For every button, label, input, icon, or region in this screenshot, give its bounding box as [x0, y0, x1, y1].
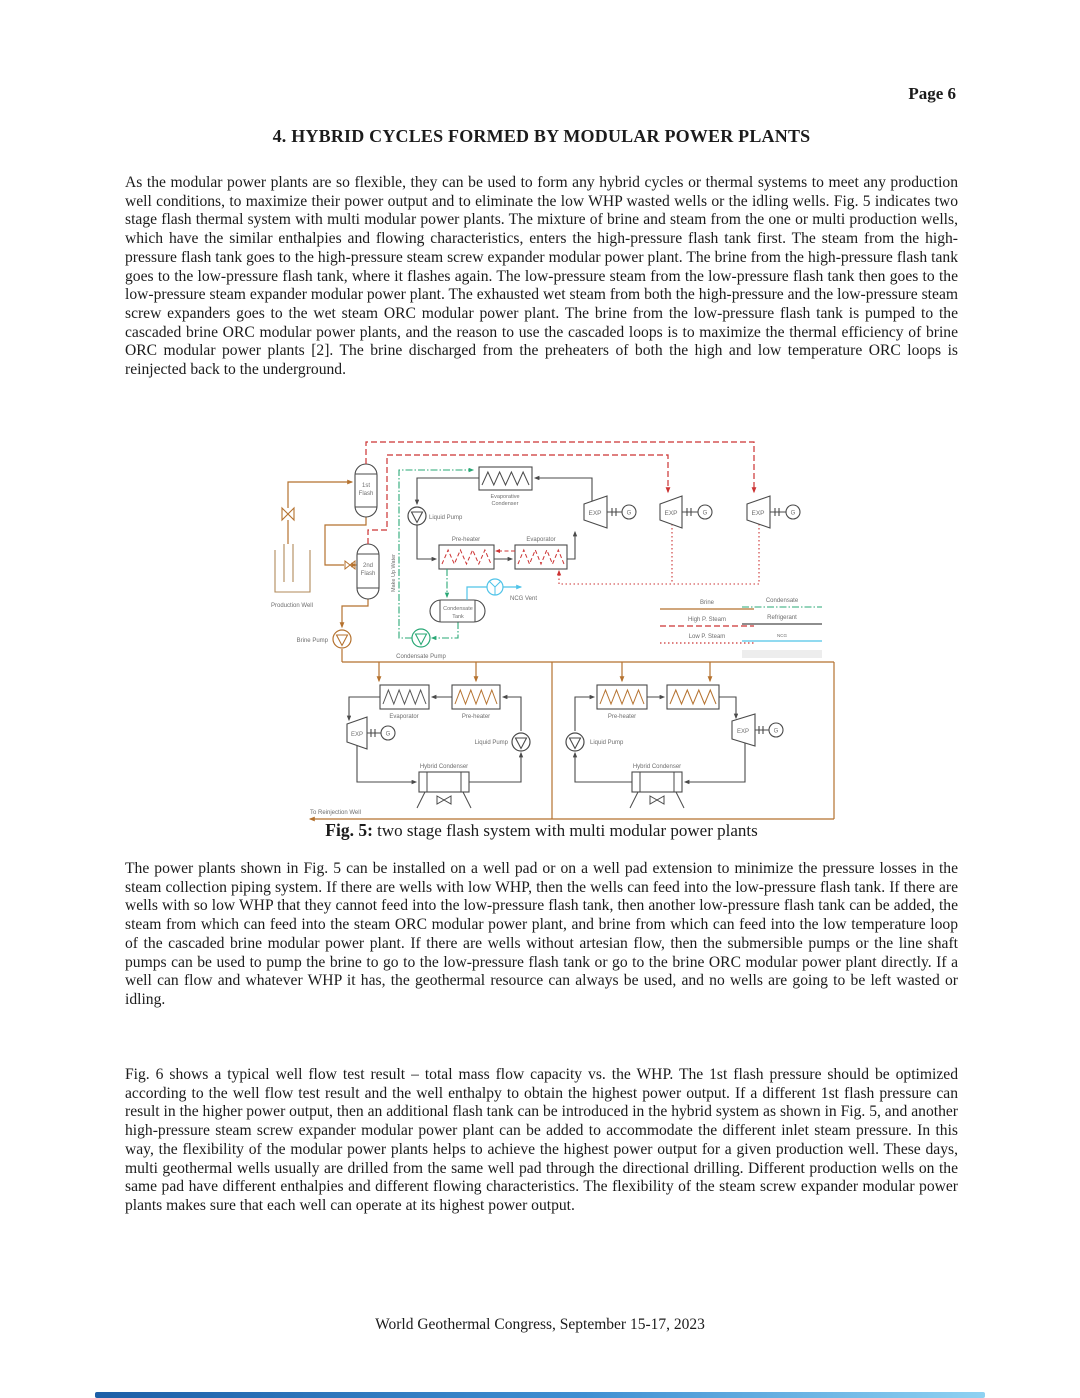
orc-expander-right: [732, 714, 783, 746]
svg-text:EXP: EXP: [751, 510, 765, 517]
svg-text:1st: 1st: [361, 483, 371, 489]
hybrid-condenser-right: [630, 764, 684, 808]
liquid-pump-lower-left: [512, 733, 530, 751]
evaporative-condenser: [479, 467, 532, 507]
ncg-vent: [467, 579, 537, 602]
orc-expander-left: [347, 717, 395, 749]
section-title: 4. HYBRID CYCLES FORMED BY MODULAR POWER PLANTS: [272, 126, 811, 146]
paragraph-1: As the modular power plants are so flexible, they can be used to form any hybrid cycles or thermal systems to meet any production well conditions, to maximize their power output and to eliminate the low WHP wasted wells or the idling wells. Fig. 5 indicates two stage flash thermal system with multi modular power plants. The mixture of brine and steam from the one or multi production wells, which have the similar enthalpies and flowing characteristics, enters the high-pressure flash tank first. The steam from the high-pressure flash tank goes to the high-pressure steam screw expander modular power plant. The brine from the high-pressure flash tank goes to the low-pressure flash tank, where it flashes again. The low-pressure steam from the low-pressure flash tank then goes to the low-pressure steam expander modular power plant. The exhausted wet steam from both the high-pressure and the low-pressure steam screw expanders goes to the wet steam ORC modular power plant. The brine from the low-pressure flash tank is pumped to the cascaded brine ORC modular power plants, and the reason to use the cascaded loops is to maximize the thermal efficiency of brine ORC modular power plants [2]. The brine discharged from the preheaters of both the high and low temperature ORC loops is reinjected back to the underground.: [125, 174, 958, 379]
liquid-pump-lower-left-label: Liquid Pump: [474, 740, 508, 746]
page-footer: World Geothermal Congress, September 15-17, 2023: [375, 1316, 705, 1333]
condensate-pump-label: Condensate Pump: [396, 654, 446, 660]
evaporator-lower-right: [667, 685, 719, 709]
svg-text:Pre-heater: Pre-heater: [607, 714, 637, 720]
svg-text:G: G: [773, 728, 779, 735]
svg-text:G: G: [790, 510, 796, 517]
production-well: [275, 544, 310, 592]
svg-text:Flash: Flash: [360, 571, 376, 577]
evaporator-upper: [515, 537, 567, 569]
ncg-vent-label: NCG Vent: [510, 596, 538, 602]
pre-heater-lower-left: [452, 685, 500, 720]
brine-pump-label: Brine Pump: [296, 638, 328, 644]
figure-caption: [125, 820, 958, 841]
paragraph-2: The power plants shown in Fig. 5 can be installed on a well pad or on a well pad extension to minimize the pressure losses in the steam collection piping system. If there are wells with low WHP, then the wells can feed into the low-pressure flash tank. If there are wells with so low WHP that they cannot feed into the low-pressure flash tank, then another low-pressure flash tank can be added, the steam from which can feed into the steam ORC modular power plant, and brine from which can feed into the low temperature loop of the cascaded brine modular power plant. If there are wells without artesian flow, then the submersible pumps or the line shaft pumps can be used to pump the brine to go to the low-pressure flash tank or go to the brine ORC modular power plant directly. If a well can flow and whatever WHP it has, the geothermal resource can always be used, and no wells are going to be left wasted or idling.: [125, 860, 958, 1008]
liquid-pump-upper: [408, 507, 426, 525]
evaporator-lower-left: [380, 685, 429, 720]
svg-text:Tank: Tank: [452, 614, 464, 620]
wellhead-valve-icon: [282, 508, 294, 520]
exhaust-steam-line: [559, 524, 759, 584]
svg-text:Pre-heater: Pre-heater: [451, 537, 481, 543]
condensate-tank: [430, 600, 485, 622]
svg-text:EXP: EXP: [588, 510, 602, 517]
pre-heater-lower-right: [597, 685, 647, 720]
flash-tank-1: [355, 464, 377, 517]
svg-text:Condenser: Condenser: [491, 501, 519, 507]
svg-text:Pre-heater: Pre-heater: [461, 714, 491, 720]
hybrid-condenser-left: [417, 764, 471, 808]
steam-expander-3: [747, 496, 800, 528]
svg-text:Evaporator: Evaporator: [526, 537, 556, 543]
svg-text:Refrigerant: Refrigerant: [767, 615, 797, 621]
steam-expander-2: [660, 496, 712, 528]
pre-heater-upper: [439, 537, 494, 569]
liquid-pump-lower-right-label: Liquid Pump: [590, 740, 624, 746]
svg-text:Hybrid Condenser: Hybrid Condenser: [632, 764, 682, 770]
diagram-legend: [660, 598, 822, 658]
svg-text:2nd: 2nd: [362, 563, 374, 569]
svg-text:Flash: Flash: [358, 491, 374, 497]
svg-text:Brine: Brine: [699, 600, 715, 606]
paragraph-3: Fig. 6 shows a typical well flow test result – total mass flow capacity vs. the WHP. The 1st flash pressure should be optimized according to the well flow test result and the well enthalpy to obtain the highest power output. If a different 1st flash pressure can result in the higher power output, then an additional flash tank can be introduced in the hybrid system as shown in Fig. 5, and another high-pressure steam screw expander modular power plant can be added to accommodate the different inlet steam pressure. In this way, the flexibility of the modular power plants helps to achieve the highest power output for a given production well. These days, multi geothermal wells usually are drilled from the same well pad through the directional drilling. Different production wells on the same pad have different enthalpies and different flowing characteristics. The flexibility of the steam screw expander modular power plants makes sure that each well can operate at its highest power output.: [125, 1066, 958, 1214]
high-pressure-steam-line: [366, 442, 754, 492]
figure-caption-text: two stage flash system with multi modular power plants: [377, 821, 758, 840]
svg-text:Hybrid Condenser: Hybrid Condenser: [419, 764, 469, 770]
figure-5-diagram: [262, 432, 1026, 828]
svg-text:Condensate: Condensate: [765, 598, 799, 604]
production-well-label: Production Well: [271, 603, 313, 609]
svg-text:EXP: EXP: [736, 729, 750, 735]
flash-tank-2: [357, 544, 379, 599]
svg-text:Evaporative: Evaporative: [490, 494, 520, 500]
svg-text:Low P. Steam: Low P. Steam: [688, 634, 726, 640]
bottom-accent-bar: [95, 1392, 985, 1398]
liquid-pump-lower-right: [566, 733, 584, 751]
make-up-water-label: Make Up Water: [391, 553, 397, 593]
brine-pump: [333, 630, 351, 648]
svg-text:G: G: [702, 510, 708, 517]
flow-diagram-svg: [262, 432, 1026, 828]
figure-caption-label: Fig. 5:: [325, 820, 373, 840]
svg-text:Evaporator: Evaporator: [389, 714, 419, 720]
svg-text:NCG: NCG: [777, 633, 787, 638]
page-number: Page 6: [908, 84, 956, 103]
svg-text:High P. Steam: High P. Steam: [688, 617, 726, 623]
svg-text:G: G: [385, 731, 391, 738]
condensate-pump: [412, 629, 430, 647]
svg-text:EXP: EXP: [664, 510, 678, 517]
svg-text:G: G: [626, 510, 632, 517]
svg-text:EXP: EXP: [350, 732, 364, 738]
svg-text:Condensate: Condensate: [443, 606, 473, 612]
to-reinjection-label: To Reinjection Well: [310, 810, 361, 816]
steam-expander-1: [584, 496, 636, 528]
liquid-pump-upper-label: Liquid Pump: [429, 515, 463, 521]
